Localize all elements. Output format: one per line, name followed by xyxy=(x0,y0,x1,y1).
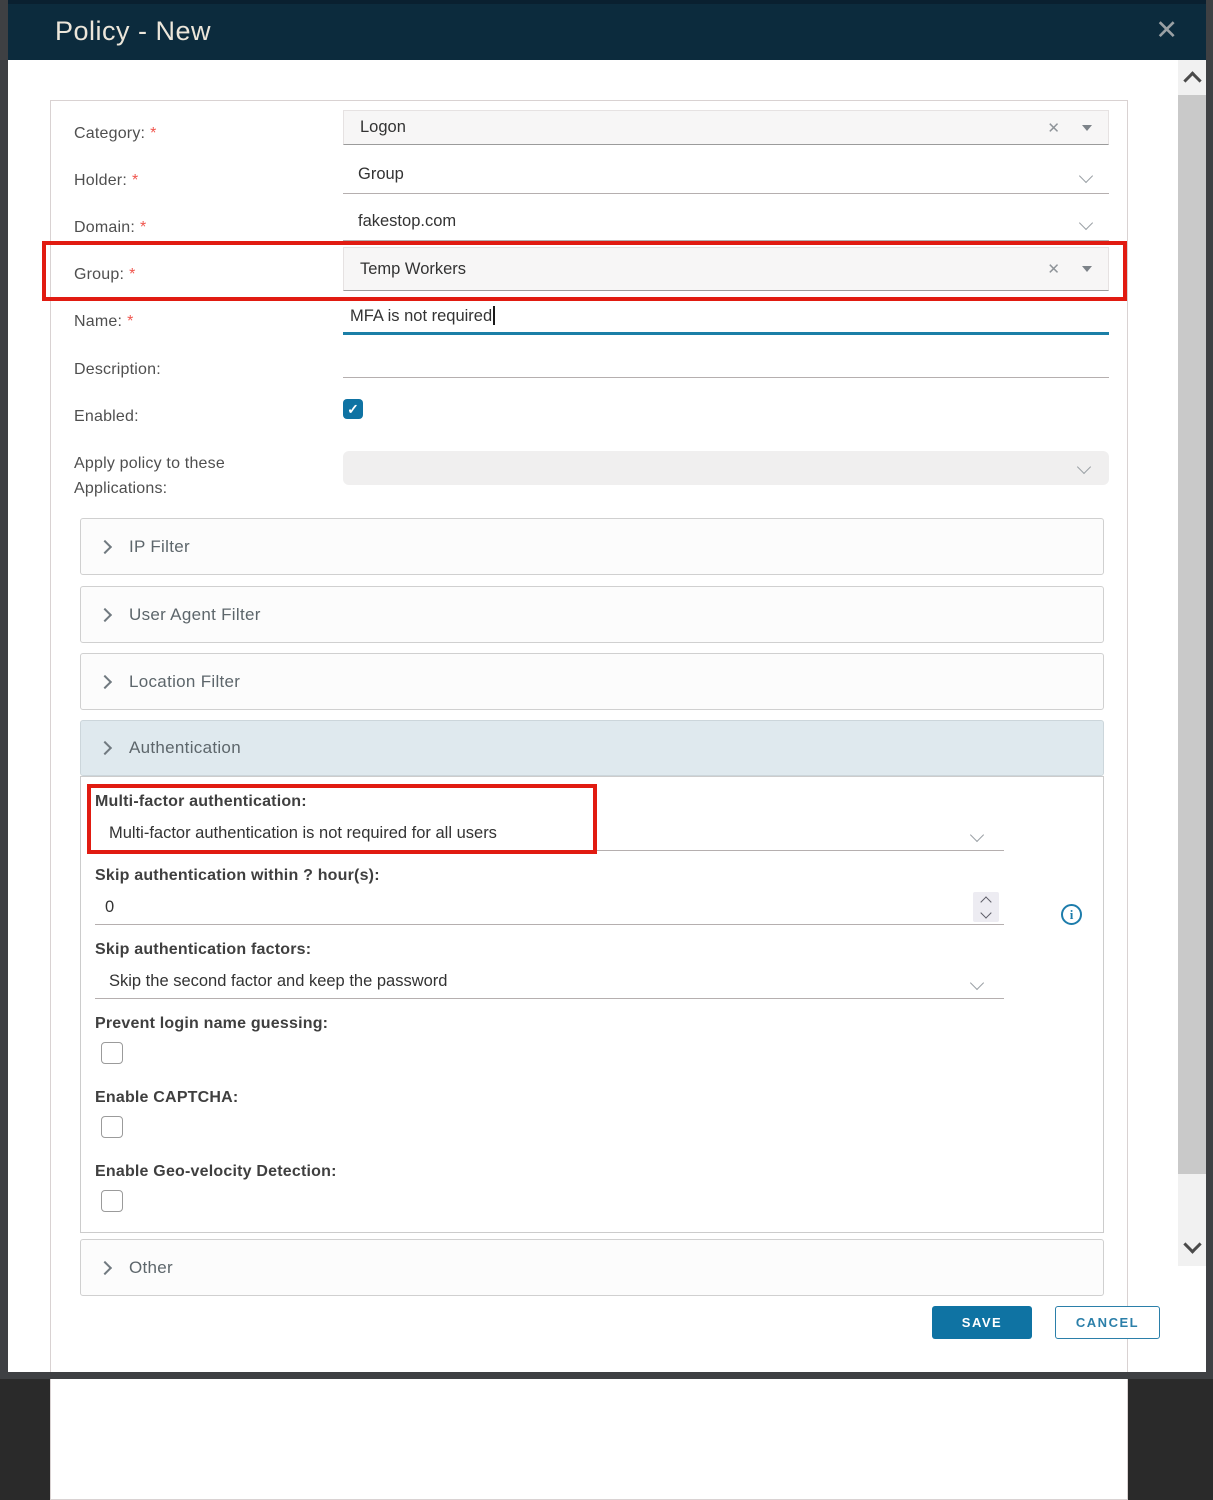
required-asterisk: * xyxy=(131,172,139,189)
authentication-panel xyxy=(80,776,1104,1233)
group-label xyxy=(74,266,136,284)
section-location-filter[interactable] xyxy=(80,653,1104,710)
description-label xyxy=(74,361,161,379)
stepper-down-icon[interactable] xyxy=(980,907,991,918)
category-dropdown-icon[interactable] xyxy=(1082,125,1092,131)
apply-policy-label-line2: Applications: xyxy=(74,480,168,497)
stepper-up-icon[interactable] xyxy=(980,896,991,907)
holder-chevron-down-icon[interactable] xyxy=(1079,169,1093,183)
skip-hours-label: Skip authentication within ? hour(s): xyxy=(95,867,380,884)
required-asterisk: * xyxy=(127,313,134,330)
name-focused-underline xyxy=(343,332,1109,335)
geo-velocity-label: Enable Geo-velocity Detection: xyxy=(95,1163,337,1180)
scroll-down-button[interactable] xyxy=(1178,1228,1206,1266)
close-icon[interactable]: ✕ xyxy=(1155,15,1178,45)
domain-chevron-down-icon[interactable] xyxy=(1079,216,1093,230)
cancel-button[interactable]: CANCEL xyxy=(1055,1306,1160,1339)
section-ip-filter[interactable] xyxy=(80,518,1104,575)
vertical-scrollbar[interactable] xyxy=(1178,60,1206,1266)
skip-factors-chevron-down-icon[interactable] xyxy=(970,976,984,990)
skip-factors-value: Skip the second factor and keep the password xyxy=(109,972,448,990)
mfa-value: Multi-factor authentication is not required for all users xyxy=(109,824,497,842)
apply-chevron-down-icon[interactable] xyxy=(1077,460,1091,474)
required-asterisk: * xyxy=(129,266,136,283)
chevron-right-icon xyxy=(98,539,112,553)
scroll-up-icon xyxy=(1183,71,1201,89)
enable-captcha-label: Enable CAPTCHA: xyxy=(95,1089,239,1106)
chevron-right-icon xyxy=(98,741,112,755)
section-label: Authentication xyxy=(129,738,241,757)
enable-captcha-checkbox[interactable] xyxy=(101,1116,123,1138)
description-input[interactable] xyxy=(343,346,1109,378)
category-clear-icon[interactable]: ✕ xyxy=(1047,119,1060,137)
section-label: User Agent Filter xyxy=(129,604,261,624)
skip-hours-input[interactable] xyxy=(95,895,1004,925)
holder-label-text: Holder: xyxy=(74,172,127,189)
enabled-label xyxy=(74,408,139,426)
description-label-text: Description: xyxy=(74,361,161,378)
category-label xyxy=(74,125,157,143)
domain-label-text: Domain: xyxy=(74,219,135,236)
domain-dropdown[interactable] xyxy=(343,208,1109,241)
mfa-dropdown[interactable] xyxy=(95,821,1004,851)
holder-value: Group xyxy=(358,165,404,183)
required-asterisk: * xyxy=(150,125,157,142)
holder-underline xyxy=(343,193,1109,194)
chevron-right-icon xyxy=(98,1260,112,1274)
enabled-label-text: Enabled: xyxy=(74,408,139,425)
dialog-title: Policy - New xyxy=(55,16,212,46)
domain-underline xyxy=(343,240,1109,241)
skip-hours-value: 0 xyxy=(105,898,115,916)
window-frame-right xyxy=(1206,0,1213,1379)
chevron-right-icon xyxy=(98,607,112,621)
name-input[interactable] xyxy=(343,302,1109,335)
prevent-guessing-checkbox[interactable] xyxy=(101,1042,123,1064)
group-dropdown-icon[interactable] xyxy=(1082,266,1092,272)
mfa-underline xyxy=(95,850,1004,851)
scroll-up-button[interactable] xyxy=(1178,60,1206,95)
category-value: Logon xyxy=(360,118,406,136)
apply-applications-dropdown[interactable] xyxy=(343,451,1109,485)
section-label: Other xyxy=(129,1257,174,1277)
text-cursor xyxy=(493,306,495,325)
info-icon[interactable]: i xyxy=(1061,904,1082,925)
group-label-text: Group: xyxy=(74,266,125,283)
holder-dropdown[interactable] xyxy=(343,161,1109,194)
scroll-down-icon xyxy=(1183,1235,1201,1253)
skip-hours-stepper[interactable] xyxy=(973,892,999,922)
window-frame-left xyxy=(0,0,8,1379)
group-dropdown[interactable] xyxy=(343,247,1109,291)
category-dropdown[interactable] xyxy=(343,110,1109,145)
mfa-chevron-down-icon[interactable] xyxy=(970,828,984,842)
section-label: Location Filter xyxy=(129,671,241,691)
section-user-agent-filter[interactable] xyxy=(80,586,1104,643)
name-label-text: Name: xyxy=(74,313,123,330)
section-label: IP Filter xyxy=(129,536,190,556)
skip-factors-dropdown[interactable] xyxy=(95,969,1004,999)
form-scroll-area xyxy=(8,60,1178,1277)
enabled-checkbox[interactable] xyxy=(343,399,363,419)
category-label-text: Category: xyxy=(74,125,146,142)
domain-label xyxy=(74,219,146,237)
check-icon: ✓ xyxy=(347,400,359,417)
skip-factors-label: Skip authentication factors: xyxy=(95,941,312,958)
prevent-guessing-label: Prevent login name guessing: xyxy=(95,1015,329,1032)
skip-factors-underline xyxy=(95,998,1004,999)
window-frame-bottom xyxy=(0,1372,1213,1379)
scrollbar-thumb[interactable] xyxy=(1178,95,1206,1174)
save-button[interactable]: SAVE xyxy=(932,1306,1032,1339)
policy-form-panel xyxy=(50,100,1128,1500)
required-asterisk: * xyxy=(139,219,147,236)
group-value: Temp Workers xyxy=(360,259,467,278)
name-label xyxy=(74,313,134,331)
section-other[interactable] xyxy=(80,1239,1104,1296)
group-clear-icon[interactable]: ✕ xyxy=(1047,261,1060,278)
geo-velocity-checkbox[interactable] xyxy=(101,1190,123,1212)
section-authentication[interactable] xyxy=(80,720,1104,776)
name-value: MFA is not required xyxy=(350,307,493,325)
domain-value: fakestop.com xyxy=(358,212,457,230)
dialog-header xyxy=(8,0,1206,60)
description-underline xyxy=(343,377,1109,378)
skip-hours-underline xyxy=(95,924,1004,925)
chevron-right-icon xyxy=(98,674,112,688)
mfa-label: Multi-factor authentication: xyxy=(95,793,307,810)
holder-label xyxy=(74,172,138,190)
apply-policy-label-line1: Apply policy to these xyxy=(74,455,225,472)
